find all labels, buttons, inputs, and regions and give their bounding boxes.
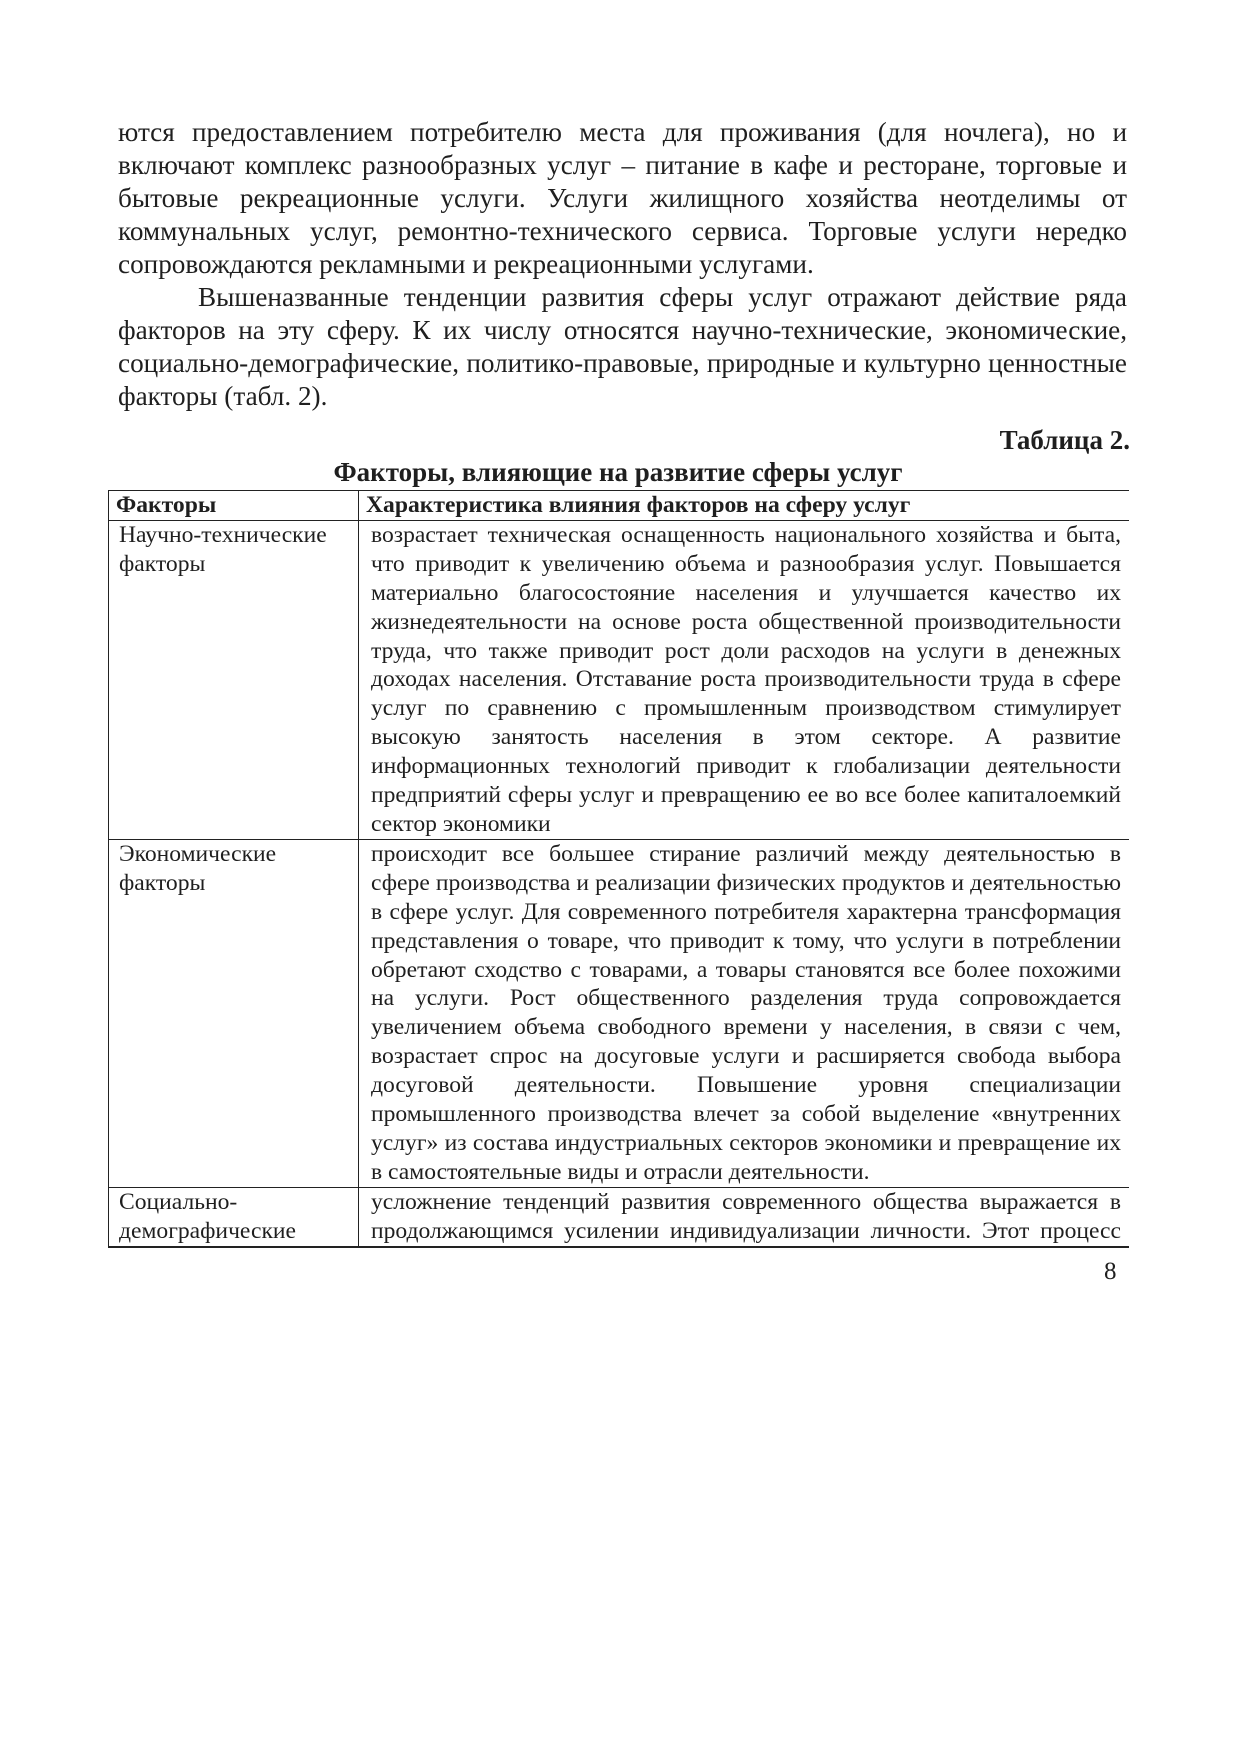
description-cell: происходит все большее стирание различий между деятельностью в сфере производства и реализации физических продуктов и деятельностью в сфере услуг. Для современного потребителя характерна трансформация представления о товаре, что приводит к тому, что услуги в потреблении обретают сходство с товарами, а товары становятся все более похожими на услуги. Рост общественного разделения труда сопровождается увеличением объема свободного времени у населения, в связи с чем, возрастает спрос на досуговые услуги и расширяется свобода выбора досуговой деятельности. Повышение уровня специализации промышленного производства влечет за собой выделение «внутренних услуг» из состава индустриальных секторов экономики и превращение их в самостоятельные виды и отрасли деятельности.: [359, 839, 1130, 1187]
table-row: [109, 1187, 1130, 1248]
intro-paragraph-1: ются предоставлением потребителю места для проживания (для ночлега), но и включают комплекс разнообразных услуг – питание в кафе и ресторане, торговые и бытовые рекреационные услуги. Услуги жилищного хозяйства неотделимы от коммунальных услуг, ремонтно-технического сервиса. Торговые услуги нередко сопровождаются рекламными и рекреационными услугами.: [118, 117, 1127, 279]
intro-paragraph-2: Вышеназванные тенденции развития сферы услуг отражают действие ряда факторов на эту сферу. К их числу относятся научно-технические, экономические, социально-демографические, политико-правовые, природные и культурно ценностные факторы (табл. 2).: [118, 281, 1127, 411]
page-number: 8: [1104, 1258, 1117, 1285]
intro-text: [118, 116, 1127, 413]
factor-cell: Экономические факторы: [109, 839, 359, 1187]
table-number: Таблица 2.: [999, 425, 1130, 455]
column-header-factor: Факторы: [109, 491, 359, 521]
column-header-description: Характеристика влияния факторов на сферу услуг: [359, 491, 1130, 521]
factors-table-container: [108, 490, 1129, 1248]
table-row: [109, 839, 1130, 1187]
table-row: [109, 520, 1130, 839]
description-cell: усложнение тенденций развития современного общества выражается в продолжающимся усилении индивидуализации личности. Этот процесс: [359, 1187, 1130, 1248]
factor-cell: Социально-демографические: [109, 1187, 359, 1248]
factor-cell: Научно-технические факторы: [109, 520, 359, 839]
table-title: Факторы, влияющие на развитие сферы услуг: [333, 457, 903, 487]
factors-table: [108, 490, 1129, 1248]
table-header-row: [109, 491, 1130, 521]
description-cell: возрастает техническая оснащенность национального хозяйства и быта, что приводит к увеличению объема и разнообразия услуг. Повышается материально благосостояние населения и улучшается качество их жизнедеятельности на основе роста общественной производительности труда, что также приводит рост доли расходов на услуги в денежных доходах населения. Отставание роста производительности труда в сфере услуг по сравнению с промышленным производством стимулирует высокую занятость населения в этом секторе. А развитие информационных технологий приводит к глобализации деятельности предприятий сферы услуг и превращению ее во все более капиталоемкий сектор экономики: [359, 520, 1130, 839]
